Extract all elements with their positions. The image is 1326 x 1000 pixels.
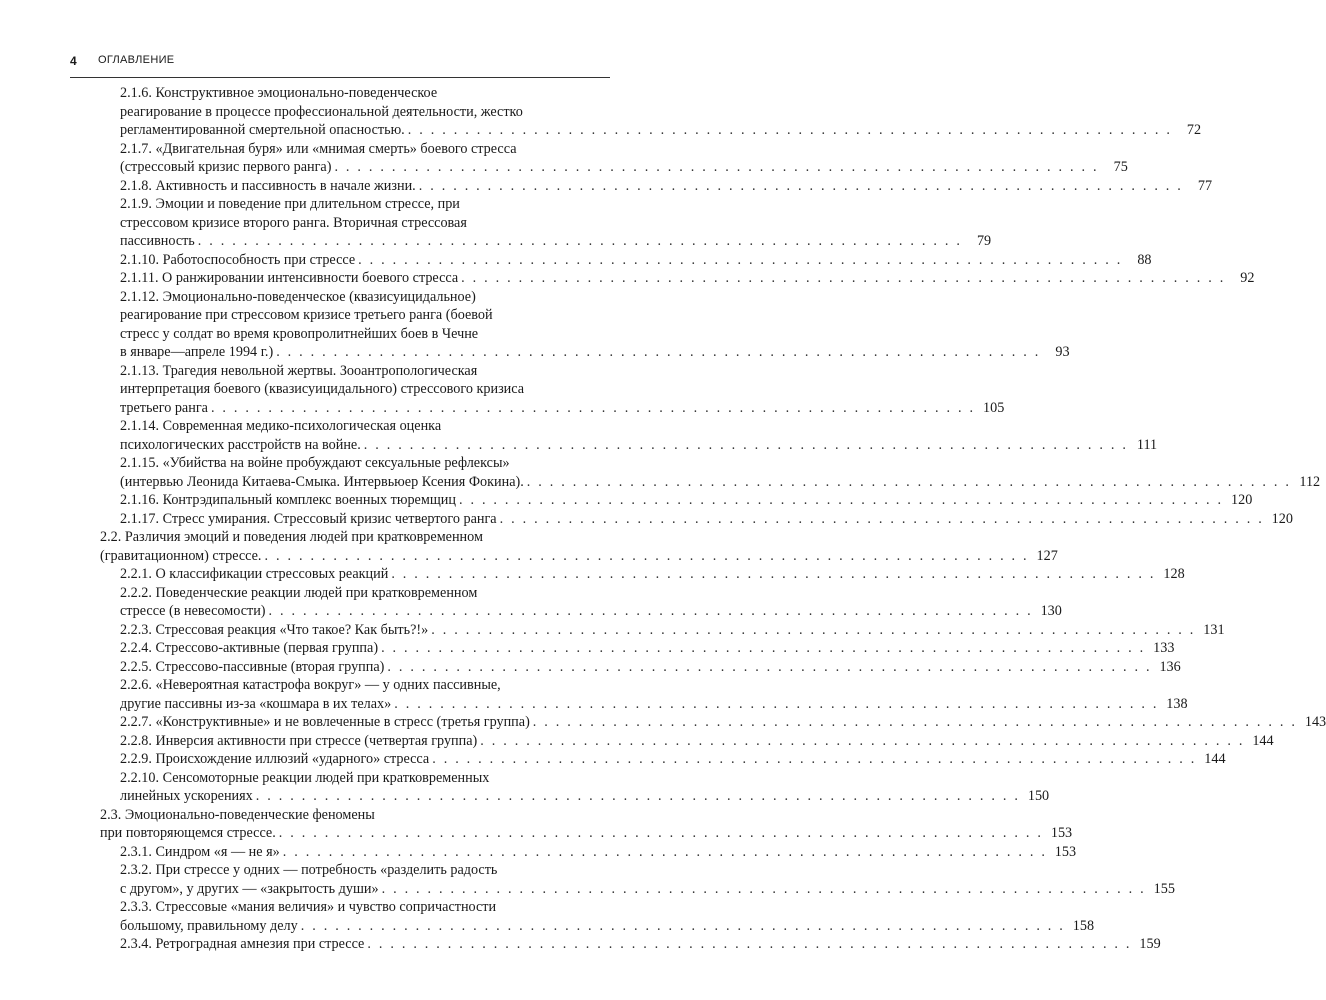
dot-leader: . . . . . . . . . . . . . . . . . . . . . . . . . . . . . . . . . . . . . . . . . . . . . . . . . . . . . . . . . . . . . . . . . . .: [432, 751, 1197, 767]
toc-entry-last-line: [120, 269, 1255, 288]
toc-entry-last-line: [120, 510, 1293, 529]
toc-page-number: 153: [1050, 825, 1073, 841]
toc-page-number: 88: [1137, 251, 1152, 268]
dot-leader: . . . . . . . . . . . . . . . . . . . . . . . . . . . . . . . . . . . . . . . . . . . . . . . . . . . . . . . . . . . . . . . . . . .: [363, 436, 1129, 453]
toc-entry-title-line: (стрессовый кризис первого ранга): [120, 159, 332, 175]
table-of-contents: [70, 84, 1326, 954]
dot-leader: . . . . . . . . . . . . . . . . . . . . . . . . . . . . . . . . . . . . . . . . . . . . . . . . . . . . . . . . . . . . . . . . . . .: [268, 603, 1033, 619]
toc-entry: [70, 713, 1326, 732]
toc-entry-title-line: регламентированной смертельной опасностью.: [120, 122, 405, 138]
toc-entry-last-line: [120, 121, 1202, 140]
toc-entry: [70, 177, 1213, 196]
dot-leader: . . . . . . . . . . . . . . . . . . . . . . . . . . . . . . . . . . . . . . . . . . . . . . . . . . . . . . . . . . . . . . . . . . .: [381, 880, 1146, 897]
toc-entry: [70, 84, 1202, 140]
toc-page-number: 150: [1027, 788, 1050, 804]
toc-entry: [70, 510, 1293, 529]
toc-entry-last-line: [120, 565, 1185, 584]
toc-entry: [70, 251, 1152, 270]
toc-entry-last-line: [120, 658, 1181, 677]
toc-entry: [70, 639, 1175, 658]
toc-entry-last-line: [120, 232, 992, 251]
toc-entry: [70, 491, 1253, 510]
toc-entry-title-line: (гравитационном) стрессе.: [100, 547, 262, 564]
dot-leader: . . . . . . . . . . . . . . . . . . . . . . . . . . . . . . . . . . . . . . . . . . . . . . . . . . . . . . . . . . . . . . . . . . .: [334, 159, 1099, 175]
toc-page-number: 75: [1113, 159, 1128, 175]
toc-entry-last-line: [120, 491, 1253, 510]
dot-leader: . . . . . . . . . . . . . . . . . . . . . . . . . . . . . . . . . . . . . . . . . . . . . . . . . . . . . . . . . . . . . . . . . . .: [394, 695, 1159, 712]
toc-entry-title-line: 2.3.2. При стрессе у одних — потребность «разделить радость: [120, 862, 498, 878]
toc-entry-title-line: 2.2.6. «Невероятная катастрофа вокруг» — у одних пассивные,: [120, 677, 501, 693]
toc-page-number: 112: [1299, 473, 1321, 490]
toc-entry-title-line: 2.3.4. Ретроградная амнезия при стрессе: [120, 936, 365, 952]
dot-leader: . . . . . . . . . . . . . . . . . . . . . . . . . . . . . . . . . . . . . . . . . . . . . . . . . . . . . . . . . . . . . . . . . . .: [407, 122, 1173, 138]
toc-entry-title-line: 2.1.7. «Двигательная буря» или «мнимая смерть» боевого стресса: [120, 140, 517, 157]
toc-page-number: 158: [1072, 917, 1095, 934]
toc-entry-last-line: [120, 158, 1128, 177]
toc-entry-title-line: 2.2.2. Поведенческие реакции людей при кратковременном: [120, 584, 478, 601]
toc-entry: [70, 195, 992, 251]
toc-page-number: 138: [1166, 695, 1188, 712]
toc-entry: [70, 898, 1095, 935]
toc-entry: [70, 658, 1181, 677]
toc-entry-last-line: [120, 473, 1321, 492]
toc-page-number: 111: [1136, 436, 1158, 453]
toc-entry-title-line: 2.2.8. Инверсия активности при стрессе (четвертая группа): [120, 732, 478, 749]
toc-entry-title-line: 2.1.17. Стресс умирания. Стрессовый кризис четвертого ранга: [120, 510, 497, 527]
toc-page-number: 131: [1203, 621, 1225, 638]
toc-entry-last-line: [120, 621, 1225, 640]
toc-entry-last-line: [120, 343, 1070, 362]
toc-page-number: 144: [1252, 732, 1274, 749]
toc-entry-last-line: [100, 824, 1073, 843]
dot-leader: . . . . . . . . . . . . . . . . . . . . . . . . . . . . . . . . . . . . . . . . . . . . . . . . . . . . . . . . . . . . . . . . . . .: [278, 825, 1044, 841]
toc-page-number: 92: [1240, 270, 1255, 286]
toc-page-number: 130: [1040, 603, 1062, 619]
toc-entry-title-line: реагирование в процессе профессиональной деятельности, жестко: [120, 103, 523, 120]
toc-entry-title-line: 2.1.11. О ранжировании интенсивности боевого стресса: [120, 270, 459, 286]
toc-page-number: 77: [1197, 177, 1213, 194]
toc-entry-title-line: интерпретация боевого (квазисуицидального) стрессового кризиса: [120, 381, 525, 397]
dot-leader: . . . . . . . . . . . . . . . . . . . . . . . . . . . . . . . . . . . . . . . . . . . . . . . . . . . . . . . . . . . . . . . . . . .: [210, 399, 976, 416]
toc-entry-title-line: реагирование при стрессовом кризисе третьего ранга (боевой: [120, 307, 493, 323]
dot-leader: . . . . . . . . . . . . . . . . . . . . . . . . . . . . . . . . . . . . . . . . . . . . . . . . . . . . . . . . . . . . . . . . . . .: [418, 177, 1184, 194]
toc-entry-last-line: [120, 880, 1175, 899]
toc-entry-title-line: пассивность: [120, 233, 195, 249]
toc-entry-last-line: [120, 787, 1050, 806]
dot-leader: . . . . . . . . . . . . . . . . . . . . . . . . . . . . . . . . . . . . . . . . . . . . . . . . . . . . . . . . . . . . . . . . . . .: [480, 732, 1245, 749]
toc-entry-last-line: [120, 639, 1175, 658]
dot-leader: . . . . . . . . . . . . . . . . . . . . . . . . . . . . . . . . . . . . . . . . . . . . . . . . . . . . . . . . . . . . . . . . . . .: [458, 492, 1224, 508]
toc-entry-title-line: при повторяющемся стрессе.: [100, 825, 276, 841]
toc-entry: [70, 843, 1077, 862]
toc-entry-title-line: 2.1.16. Контрэдипальный комплекс военных тюремщиц: [120, 492, 456, 508]
toc-entry-last-line: [120, 251, 1152, 270]
toc-page-number: 128: [1163, 566, 1185, 582]
toc-entry-title-line: 2.1.9. Эмоции и поведение при длительном стрессе, при: [120, 196, 460, 212]
toc-entry: [70, 584, 1062, 621]
dot-leader: . . . . . . . . . . . . . . . . . . . . . . . . . . . . . . . . . . . . . . . . . . . . . . . . . . . . . . . . . . . . . . . . . . .: [431, 621, 1196, 638]
toc-entry: [70, 750, 1226, 769]
toc-entry-title-line: 2.1.10. Работоспособность при стрессе: [120, 251, 356, 268]
toc-entry-last-line: [120, 843, 1077, 862]
toc-entry-title-line: 2.2.5. Стрессово-пассивные (вторая группа): [120, 658, 385, 675]
toc-page-number: 79: [976, 233, 992, 249]
dot-leader: . . . . . . . . . . . . . . . . . . . . . . . . . . . . . . . . . . . . . . . . . . . . . . . . . . . . . . . . . . . . . . . . . . .: [526, 473, 1292, 490]
toc-entry-title-line: 2.2.4. Стрессово-активные (первая группа): [120, 640, 379, 656]
toc-entry: [70, 565, 1185, 584]
dot-leader: . . . . . . . . . . . . . . . . . . . . . . . . . . . . . . . . . . . . . . . . . . . . . . . . . . . . . . . . . . . . . . . . . . .: [532, 714, 1298, 730]
toc-page-number: 120: [1271, 510, 1293, 527]
toc-entry-last-line: [120, 177, 1213, 196]
dot-leader: . . . . . . . . . . . . . . . . . . . . . . . . . . . . . . . . . . . . . . . . . . . . . . . . . . . . . . . . . . . . . . . . . . .: [255, 788, 1021, 804]
toc-page-number: 136: [1159, 658, 1181, 675]
toc-entry-last-line: [120, 399, 1005, 418]
toc-entry-last-line: [120, 713, 1326, 732]
toc-entry-last-line: [120, 935, 1161, 954]
toc-page-number: 133: [1153, 640, 1175, 656]
toc-entry-last-line: [120, 732, 1274, 751]
toc-page-number: 120: [1231, 492, 1253, 508]
running-header: [70, 50, 610, 70]
toc-entry: [70, 806, 1073, 843]
toc-entry-title-line: 2.3. Эмоционально-поведенческие феномены: [100, 806, 375, 823]
dot-leader: . . . . . . . . . . . . . . . . . . . . . . . . . . . . . . . . . . . . . . . . . . . . . . . . . . . . . . . . . . . . . . . . . . .: [391, 566, 1156, 582]
toc-page-number: 159: [1139, 936, 1161, 952]
toc-page-number: 72: [1186, 122, 1202, 138]
toc-entry-last-line: [120, 917, 1095, 936]
dot-leader: . . . . . . . . . . . . . . . . . . . . . . . . . . . . . . . . . . . . . . . . . . . . . . . . . . . . . . . . . . . . . . . . . . .: [387, 658, 1152, 675]
toc-page-number: 143: [1304, 714, 1326, 730]
toc-entry: [70, 861, 1175, 898]
header-rule: [70, 77, 610, 78]
toc-entry-title-line: психологических расстройств на войне.: [120, 436, 361, 453]
dot-leader: . . . . . . . . . . . . . . . . . . . . . . . . . . . . . . . . . . . . . . . . . . . . . . . . . . . . . . . . . . . . . . . . . . .: [499, 510, 1264, 527]
toc-entry-title-line: 2.2.10. Сенсомоторные реакции людей при кратковременных: [120, 769, 490, 786]
toc-page-number: 155: [1153, 880, 1175, 897]
dot-leader: . . . . . . . . . . . . . . . . . . . . . . . . . . . . . . . . . . . . . . . . . . . . . . . . . . . . . . . . . . . . . . . . . . .: [367, 936, 1132, 952]
dot-leader: . . . . . . . . . . . . . . . . . . . . . . . . . . . . . . . . . . . . . . . . . . . . . . . . . . . . . . . . . . . . . . . . . . .: [461, 270, 1226, 286]
toc-entry-title-line: 2.2.3. Стрессовая реакция «Что такое? Как быть?!»: [120, 621, 429, 638]
toc-entry-title-line: третьего ранга: [120, 399, 208, 416]
toc-page-number: 144: [1204, 751, 1226, 767]
toc-entry-title-line: стрессовом кризисе второго ранга. Вторичная стрессовая: [120, 214, 467, 231]
toc-entry: [70, 621, 1225, 640]
toc-entry: [70, 935, 1161, 954]
toc-entry-title-line: 2.1.6. Конструктивное эмоционально-поведенческое: [120, 85, 438, 101]
toc-entry-title-line: в январе—апреле 1994 г.): [120, 344, 274, 360]
toc-entry: [70, 769, 1050, 806]
toc-entry-last-line: [120, 750, 1226, 769]
toc-entry: [70, 288, 1070, 362]
toc-entry: [70, 676, 1188, 713]
page-number: 4: [70, 54, 77, 68]
toc-entry-title-line: 2.1.12. Эмоционально-поведенческое (квазисуицидальное): [120, 288, 476, 305]
toc-entry: [70, 417, 1158, 454]
toc-entry-title-line: 2.1.13. Трагедия невольной жертвы. Зооантропологическая: [120, 362, 478, 379]
toc-entry-title-line: 2.1.8. Активность и пассивность в начале жизни.: [120, 177, 416, 194]
toc-entry: [70, 362, 1005, 418]
toc-entry-title-line: 2.1.15. «Убийства на войне пробуждают сексуальные рефлексы»: [120, 455, 510, 471]
toc-entry-title-line: 2.2.1. О классификации стрессовых реакций: [120, 566, 389, 582]
toc-entry-title-line: 2.2. Различия эмоций и поведения людей при кратковременном: [100, 529, 483, 545]
toc-entry: [70, 140, 1128, 177]
toc-entry: [70, 269, 1255, 288]
toc-entry-last-line: [120, 602, 1062, 621]
toc-entry-title-line: (интервью Леонида Китаева-Смыка. Интервьюер Ксения Фокина).: [120, 473, 524, 490]
toc-entry-title-line: другие пассивны из-за «кошмара в их телах»: [120, 695, 392, 712]
dot-leader: . . . . . . . . . . . . . . . . . . . . . . . . . . . . . . . . . . . . . . . . . . . . . . . . . . . . . . . . . . . . . . . . . . .: [381, 640, 1146, 656]
toc-entry-last-line: [100, 547, 1058, 566]
toc-entry-title-line: 2.2.9. Происхождение иллюзий «ударного» стресса: [120, 751, 430, 767]
toc-entry: [70, 732, 1274, 751]
toc-entry: [70, 454, 1321, 491]
section-title: ОГЛАВЛЕНИЕ: [98, 54, 175, 66]
toc-entry: [70, 528, 1058, 565]
toc-page-number: 93: [1055, 344, 1070, 360]
dot-leader: . . . . . . . . . . . . . . . . . . . . . . . . . . . . . . . . . . . . . . . . . . . . . . . . . . . . . . . . . . . . . . . . . . .: [358, 251, 1123, 268]
toc-entry-title-line: большому, правильному делу: [120, 917, 298, 934]
toc-entry-title-line: линейных ускорениях: [120, 788, 253, 804]
toc-page-number: 153: [1054, 843, 1077, 860]
toc-entry-last-line: [120, 695, 1188, 714]
dot-leader: . . . . . . . . . . . . . . . . . . . . . . . . . . . . . . . . . . . . . . . . . . . . . . . . . . . . . . . . . . . . . . . . . . .: [264, 547, 1029, 564]
dot-leader: . . . . . . . . . . . . . . . . . . . . . . . . . . . . . . . . . . . . . . . . . . . . . . . . . . . . . . . . . . . . . . . . . . .: [282, 843, 1048, 860]
dot-leader: . . . . . . . . . . . . . . . . . . . . . . . . . . . . . . . . . . . . . . . . . . . . . . . . . . . . . . . . . . . . . . . . . . .: [276, 344, 1041, 360]
dot-leader: . . . . . . . . . . . . . . . . . . . . . . . . . . . . . . . . . . . . . . . . . . . . . . . . . . . . . . . . . . . . . . . . . . .: [300, 917, 1066, 934]
toc-page-number: 105: [983, 399, 1005, 416]
toc-entry-last-line: [120, 436, 1158, 455]
toc-entry-title-line: стресс у солдат во время кровопролитнейших боев в Чечне: [120, 325, 479, 342]
toc-entry-title-line: 2.2.7. «Конструктивные» и не вовлеченные в стресс (третья группа): [120, 714, 530, 730]
dot-leader: . . . . . . . . . . . . . . . . . . . . . . . . . . . . . . . . . . . . . . . . . . . . . . . . . . . . . . . . . . . . . . . . . . .: [197, 233, 963, 249]
toc-entry-title-line: 2.1.14. Современная медико-психологическая оценка: [120, 418, 442, 434]
toc-page-number: 127: [1036, 547, 1058, 564]
toc-entry-title-line: с другом», у других — «закрытость души»: [120, 880, 379, 897]
toc-entry-title-line: стрессе (в невесомости): [120, 603, 266, 619]
toc-entry-title-line: 2.3.1. Синдром «я — не я»: [120, 843, 280, 860]
toc-entry-title-line: 2.3.3. Стрессовые «мания величия» и чувство сопричастности: [120, 899, 497, 915]
